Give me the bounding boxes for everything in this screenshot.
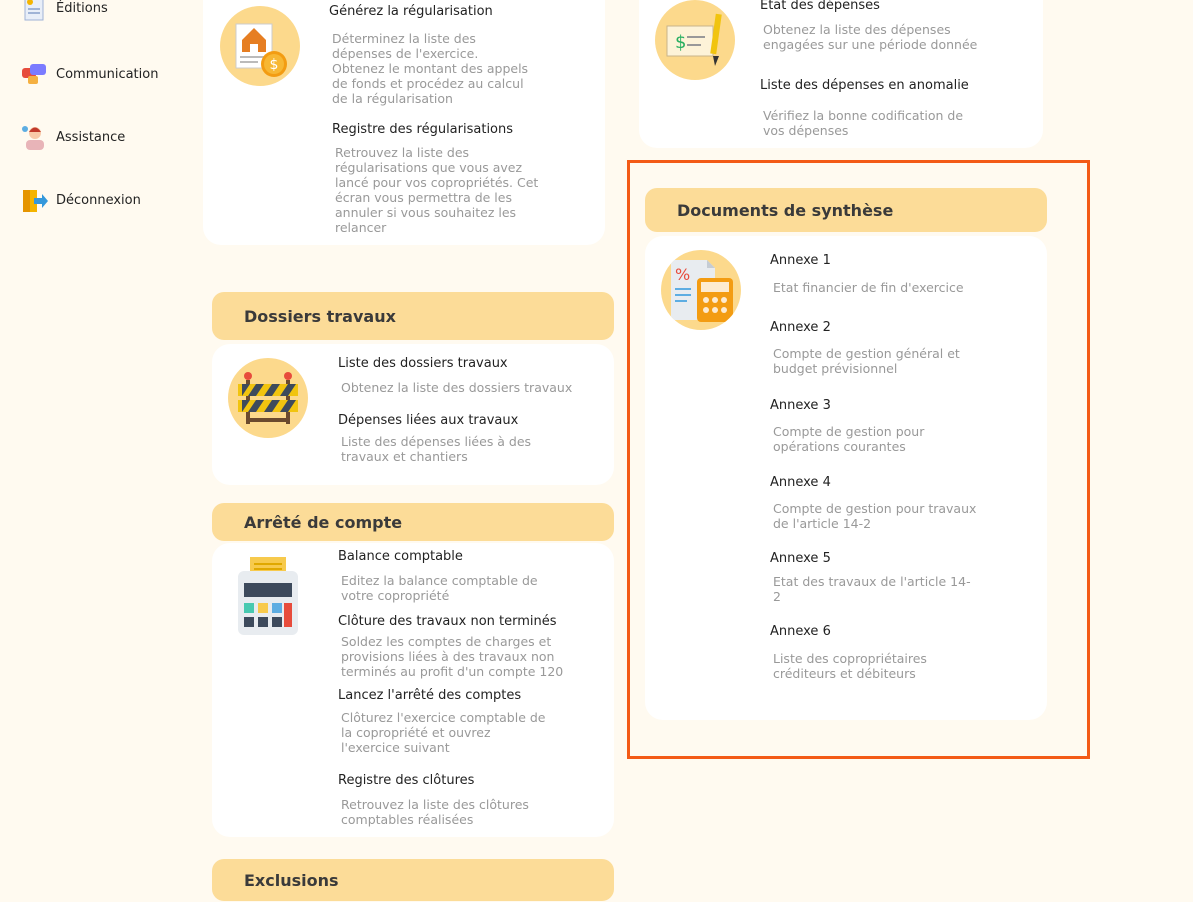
exclusions-header: Exclusions	[212, 859, 614, 901]
cloture-travaux-link[interactable]: Clôture des travaux non terminés	[338, 614, 557, 629]
arrete-comptes-desc: Clôturez l'exercice comptable de la copropriété et ouvrez l'exercice suivant	[341, 710, 546, 755]
annexe-3-desc: Compte de gestion pour opérations courantes	[773, 424, 925, 454]
sidebar-item-communication[interactable]	[20, 60, 158, 88]
depenses-travaux-link[interactable]: Dépenses liées aux travaux	[338, 413, 519, 428]
annexe-5-desc: Etat des travaux de l'article 14-2	[773, 574, 971, 604]
sidebar-item-deconnexion[interactable]	[20, 186, 141, 214]
dossiers-travaux-header: Dossiers travaux	[212, 292, 614, 340]
calculator-percent-icon	[661, 250, 741, 330]
dossiers-travaux-card	[212, 344, 614, 485]
cloture-travaux-desc: Soldez les comptes de charges et provisions liées à des travaux non terminés au profit d'un compte 120	[341, 634, 564, 679]
etat-depenses-link[interactable]: Etat des dépenses	[760, 0, 880, 13]
sidebar-item-assistance[interactable]	[20, 123, 125, 151]
balance-comptable-link[interactable]: Balance comptable	[338, 549, 463, 564]
logout-icon	[20, 186, 48, 214]
svg-text:$: $	[269, 57, 279, 73]
svg-text:%: %	[675, 265, 691, 284]
annexe-2-link[interactable]: Annexe 2	[770, 320, 831, 335]
registre-clotures-link[interactable]: Registre des clôtures	[338, 773, 475, 788]
registre-clotures-desc: Retrouvez la liste des clôtures comptables réalisées	[341, 797, 529, 827]
annexe-1-desc: Etat financier de fin d'exercice	[773, 280, 964, 295]
liste-dossiers-travaux-link[interactable]: Liste des dossiers travaux	[338, 356, 508, 371]
generer-regularisation-desc: Déterminez la liste des dépenses de l'exercice. Obtenez le montant des appels de fonds et procédez au calcul de la régularisation	[332, 31, 529, 106]
arrete-comptes-link[interactable]: Lancez l'arrêté des comptes	[338, 688, 522, 703]
annexe-6-desc: Liste des copropriétaires créditeurs et débiteurs	[773, 651, 927, 681]
annexe-1-link[interactable]: Annexe 1	[770, 253, 831, 268]
sidebar-item-label: Communication	[56, 66, 159, 82]
annexe-6-link[interactable]: Annexe 6	[770, 624, 831, 639]
sidebar-item-editions[interactable]	[20, 0, 108, 22]
construction-barrier-icon	[228, 358, 308, 438]
regularisation-card	[203, 0, 605, 245]
annexe-4-link[interactable]: Annexe 4	[770, 475, 831, 490]
annexe-2-desc: Compte de gestion général et budget prévisionnel	[773, 346, 960, 376]
documents-synthese-card	[645, 236, 1047, 720]
annexe-5-link[interactable]: Annexe 5	[770, 551, 831, 566]
document-icon	[20, 0, 48, 22]
generer-regularisation-link[interactable]: Générez la régularisation	[329, 4, 493, 19]
annexe-3-link[interactable]: Annexe 3	[770, 398, 831, 413]
registre-regularisations-desc: Retrouvez la liste des régularisations que vous avez lancé pour vos copropriétés. Cet écran vous permettra de les annuler si vous souhaitez les relancer	[335, 145, 539, 235]
house-invoice-icon	[220, 6, 300, 86]
arrete-compte-card	[212, 543, 614, 837]
depenses-card	[639, 0, 1043, 148]
balance-comptable-desc: Editez la balance comptable de votre copropriété	[341, 573, 538, 603]
check-payment-icon	[655, 0, 735, 80]
arrete-compte-header: Arrêté de compte	[212, 503, 614, 541]
support-agent-icon	[20, 123, 48, 151]
depenses-anomalie-link[interactable]: Liste des dépenses en anomalie	[760, 78, 969, 93]
liste-dossiers-travaux-desc: Obtenez la liste des dossiers travaux	[341, 380, 573, 395]
calculator-receipt-icon	[236, 555, 300, 637]
depenses-travaux-desc: Liste des dépenses liées à des travaux et chantiers	[341, 434, 532, 464]
sidebar-item-label: Assistance	[56, 129, 126, 145]
registre-regularisations-link[interactable]: Registre des régularisations	[332, 122, 514, 137]
chat-bubbles-icon	[20, 60, 48, 88]
sidebar-item-label: Déconnexion	[56, 192, 141, 208]
depenses-anomalie-desc: Vérifiez la bonne codification de vos dépenses	[763, 108, 964, 138]
etat-depenses-desc: Obtenez la liste des dépenses engagées sur une période donnée	[763, 22, 978, 52]
sidebar-item-label: Éditions	[56, 0, 108, 16]
annexe-4-desc: Compte de gestion pour travaux de l'article 14-2	[773, 501, 977, 531]
documents-synthese-header: Documents de synthèse	[645, 188, 1047, 232]
svg-text:$: $	[675, 32, 687, 53]
